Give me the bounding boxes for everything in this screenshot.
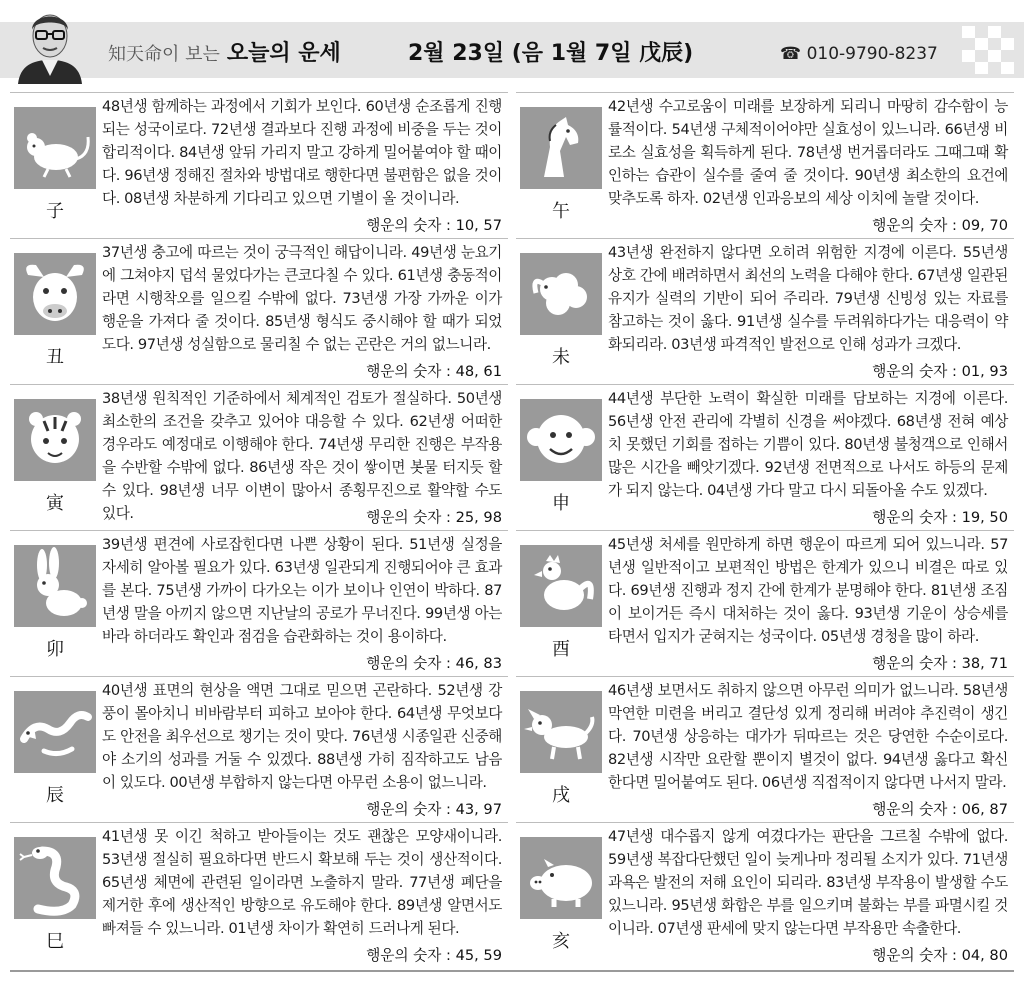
title-main: 오늘의 운세 xyxy=(226,41,341,66)
fortune-text: 47년생 대수롭지 않게 여겼다가는 판단을 그르칠 수밖에 없다. 59년생 복잡다단했던 일이 늦게나마 정리될 소지가 있다. 71년생 과욕은 발전의 저해 요인이 되리라. 83년생 부작용이 발생할 수도 있느니라. 95년생 화합은 부를 일으키며 불화는 부를 파멸시킬 것이니라. 07년생 판세에 맞지 않는다면 부작용만 속출한다. xyxy=(608,828,1008,937)
sheep-icon xyxy=(520,253,602,335)
lucky-numbers: 행운의 숫자 : 46, 83 xyxy=(366,655,502,672)
lucky-numbers: 행운의 숫자 : 48, 61 xyxy=(366,363,502,380)
ox-icon xyxy=(14,253,96,335)
lucky-numbers: 행운의 숫자 : 25, 98 xyxy=(366,509,502,526)
title-prefix: 知天命이 보는 xyxy=(108,44,220,65)
phone-number: 010-9790-8237 xyxy=(806,44,938,64)
fortune-entry-dog xyxy=(516,676,1014,822)
branch-label: 卯 xyxy=(46,639,64,660)
rooster-icon xyxy=(520,545,602,627)
lucky-numbers: 행운의 숫자 : 43, 97 xyxy=(366,801,502,818)
fortune-text: 43년생 완전하지 않다면 오히려 위험한 지경에 이른다. 55년생 상호 간에 배려하면서 최선의 노력을 다해야 한다. 67년생 일관된 유지가 실력의 기반이 되어 주리라. 79년생 신빙성 있는 자료를 참고하는 것이 옳다. 91년생 실수를 두려워하다가는 대응력이 약화되리라. 03년생 파격적인 발전으로 인해 성과가 크겠다. xyxy=(608,244,1008,353)
branch-label: 午 xyxy=(552,201,570,222)
lucky-numbers: 행운의 숫자 : 04, 80 xyxy=(872,947,1008,964)
branch-label: 丑 xyxy=(46,347,64,368)
snake-icon xyxy=(14,837,96,919)
header xyxy=(0,0,1024,88)
fortune-entry-dragon xyxy=(10,676,508,822)
branch-label: 亥 xyxy=(552,931,570,952)
fortune-text: 44년생 부단한 노력이 확실한 미래를 담보하는 지경에 이른다. 56년생 안전 관리에 각별히 신경을 써야겠다. 68년생 전혀 예상치 못했던 기회를 접하는 기쁨이 있다. 80년생 불청객으로 인해서 많은 시간을 빼앗기겠다. 92년생 전면적으로 나서도 하등의 문제가 되지 않는다. 04년생 가다 말고 다시 되돌아올 수도 있겠다. xyxy=(608,390,1008,499)
tiger-icon xyxy=(14,399,96,481)
rabbit-icon xyxy=(14,545,96,627)
header-date: 2월 23일 (음 1월 7일 戊辰) xyxy=(408,41,694,66)
fortune-entry-pig xyxy=(516,822,1014,968)
pig-icon xyxy=(520,837,602,919)
header-phone xyxy=(780,44,938,64)
monkey-icon xyxy=(520,399,602,481)
fortune-entry-snake xyxy=(10,822,508,968)
fortune-text: 40년생 표면의 현상을 액면 그대로 믿으면 곤란하다. 52년생 강풍이 몰아치니 비바람부터 피하고 보아야 한다. 64년생 무엇보다도 안전을 최우선으로 챙기는 것이 맞다. 76년생 시종일관 신중해야 소기의 성과를 거둘 수 있겠다. 88년생 가히 짐작하고도 남음이 있도다. 00년생 부합하지 않는다면 아무런 소용이 없느니라. xyxy=(102,682,502,791)
fortune-text: 48년생 함께하는 과정에서 기회가 보인다. 60년생 순조롭게 진행되는 성국이로다. 72년생 결과보다 진행 과정에 비중을 두는 것이 합리적이다. 84년생 앞뒤 가리지 말고 강하게 밀어붙여야 할 때이다. 96년생 정해진 절차와 방법대로 행한다면 불편함은 없을 것이다. 08년생 차분하게 기다리고 있으면 기별이 올 것이니라. xyxy=(102,98,502,207)
lucky-numbers: 행운의 숫자 : 45, 59 xyxy=(366,947,502,964)
branch-label: 酉 xyxy=(552,639,570,660)
fortune-entry-rooster xyxy=(516,530,1014,676)
fortune-entry-rabbit xyxy=(10,530,508,676)
horse-icon xyxy=(520,107,602,189)
branch-label: 戌 xyxy=(552,785,570,806)
rat-icon xyxy=(14,107,96,189)
dog-icon xyxy=(520,691,602,773)
fortune-text: 38년생 원칙적인 기준하에서 체계적인 검토가 절실하다. 50년생 최소한의 조건을 갖추고 있어야 대응할 수 있다. 62년생 어떠한 경우라도 예정대로 이행해야 한다. 74년생 무리한 진행은 부작용을 수반할 수밖에 없다. 86년생 작은 것이 쌓이면 봇물 터지듯 할 수 있다. 98년생 너무 이변이 많아서 종횡무진으로 활약할 수도 있다. xyxy=(102,390,502,522)
branch-label: 未 xyxy=(552,347,570,368)
fortune-text: 41년생 못 이긴 척하고 받아들이는 것도 괜찮은 모양새이니라. 53년생 절실히 필요하다면 반드시 확보해 두는 것이 생산적이다. 65년생 체면에 관련된 일이라면 노출하지 말라. 77년생 폐단을 제거한 후에 생산적인 방향으로 유도해야 한다. 89년생 알면서도 빠져들 수 있느니라. 01년생 차이가 확연히 드러나게 된다. xyxy=(102,828,502,937)
fortune-text: 39년생 편견에 사로잡힌다면 나쁜 상황이 된다. 51년생 실정을 자세히 알아볼 필요가 있다. 63년생 일관되게 진행되어야 큰 효과를 본다. 75년생 가까이 다가오는 이가 보이나 인연이 박하다. 87년생 말을 아끼지 않으면 지난날의 공로가 무너진다. 99년생 아는 바라 하더라도 확인과 점검을 습관화하는 것이 용이하다. xyxy=(102,536,502,645)
fortune-entry-monkey xyxy=(516,384,1014,530)
author-avatar xyxy=(12,2,88,84)
fortune-text: 42년생 수고로움이 미래를 보장하게 되리니 마땅히 감수함이 능률적이다. 54년생 구체적이어야만 실효성이 있느니라. 66년생 비로소 실효성을 획득하게 된다. 78년생 번거롭더라도 그때그때 확인하는 습관이 실수를 줄여 줄 것이다. 90년생 최소한의 요건에 맞추도록 하자. 02년생 인과응보의 세상 이치에 놀랄 것이다. xyxy=(608,98,1008,207)
fortune-entry-tiger xyxy=(10,384,508,530)
lucky-numbers: 행운의 숫자 : 19, 50 xyxy=(872,509,1008,526)
fortune-entry-horse xyxy=(516,92,1014,238)
lucky-numbers: 행운의 숫자 : 09, 70 xyxy=(872,217,1008,234)
fortune-text: 46년생 보면서도 취하지 않으면 아무런 의미가 없느니라. 58년생 막연한 미련을 버리고 결단성 있게 정리해 버려야 추진력이 생긴다. 70년생 상응하는 대가가 뒤따르는 것은 당연한 수순이로다. 82년생 시작만 요란할 뿐이지 별것이 없다. 94년생 옳다고 확신한다면 밀어붙여도 된다. 06년생 직접적이지 않다면 나서지 말라. xyxy=(608,682,1008,791)
phone-icon: ☎ xyxy=(780,44,802,64)
page-title xyxy=(108,36,341,67)
checker-pattern xyxy=(962,26,1014,74)
branch-label: 子 xyxy=(46,201,64,222)
lucky-numbers: 행운의 숫자 : 01, 93 xyxy=(872,363,1008,380)
bottom-rule xyxy=(10,970,1014,972)
dragon-icon xyxy=(14,691,96,773)
lucky-numbers: 행운의 숫자 : 10, 57 xyxy=(366,217,502,234)
fortune-entry-ox xyxy=(10,238,508,384)
branch-label: 申 xyxy=(552,493,570,514)
fortune-text: 37년생 충고에 따르는 것이 궁극적인 해답이니라. 49년생 눈요기에 그쳐야지 덥석 물었다가는 큰코다칠 수 있다. 61년생 충동적이라면 시행착오를 일으킬 수밖에 없다. 73년생 가장 가까운 이가 행운을 가져다 줄 것이다. 85년생 형식도 중시해야 할 때가 되었도다. 97년생 성실함으로 물리칠 수 없는 곤란은 거의 없느니라. xyxy=(102,244,502,353)
branch-label: 巳 xyxy=(46,931,64,952)
branch-label: 寅 xyxy=(46,493,64,514)
fortune-entry-sheep xyxy=(516,238,1014,384)
branch-label: 辰 xyxy=(46,785,64,806)
lucky-numbers: 행운의 숫자 : 06, 87 xyxy=(872,801,1008,818)
fortune-text: 45년생 처세를 원만하게 하면 행운이 따르게 되어 있느니라. 57년생 일반적이고 보편적인 방법은 한계가 있으니 비결은 따로 있다. 69년생 진행과 정지 간에 한계가 분명해야 한다. 81년생 조짐이 보이거든 즉시 대처하는 것이 옳다. 93년생 기운이 상승세를 타면서 입지가 굳혀지는 성국이다. 05년생 경청을 많이 하라. xyxy=(608,536,1008,645)
fortune-entry-rat xyxy=(10,92,508,238)
lucky-numbers: 행운의 숫자 : 38, 71 xyxy=(872,655,1008,672)
